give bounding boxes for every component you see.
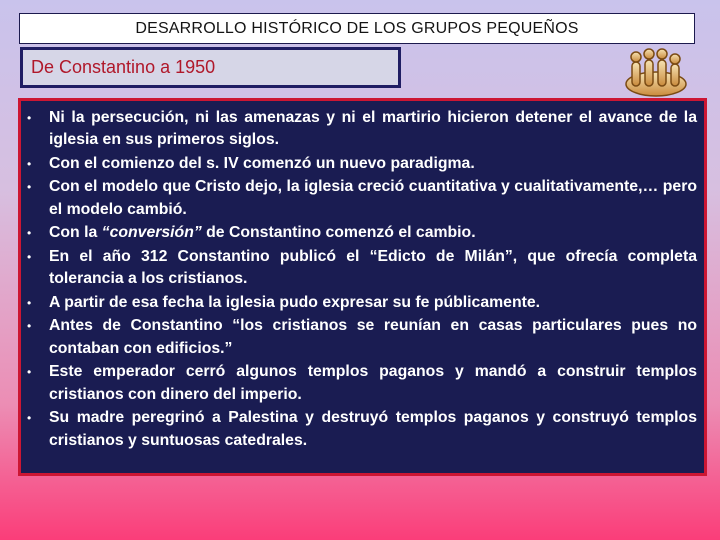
bullet-text: Antes de Constantino “los cristianos se reunían en casas particulares pues no contaban con edificios.” xyxy=(49,317,697,357)
bullet-item xyxy=(27,153,697,175)
bullet-text: Ni la persecución, ni las amenazas y ni el martirio hicieron detener el avance de la iglesia en sus primeros siglos. xyxy=(49,109,697,149)
bullet-emphasis: “conversión” xyxy=(101,224,202,242)
bullet-dot: • xyxy=(27,365,32,380)
bullet-dot: • xyxy=(27,249,32,264)
bullet-text-after: de Constantino comenzó el cambio. xyxy=(201,224,476,242)
bullet-text: A partir de esa fecha la iglesia pudo expresar su fe públicamente. xyxy=(49,293,541,311)
people-group-logo-icon xyxy=(620,44,692,100)
slide-subtitle xyxy=(20,47,401,88)
slide-title-text: DESARROLLO HISTÓRICO DE LOS GRUPOS PEQUEÑOS xyxy=(135,19,579,37)
bullet-dot: • xyxy=(27,156,32,171)
bullet-dot: • xyxy=(27,226,32,241)
content-panel xyxy=(18,98,707,476)
bullet-item xyxy=(27,292,697,314)
bullet-text: En el año 312 Constantino publicó el “Edicto de Milán”, que ofrecía completa tolerancia a los cristianos. xyxy=(49,247,697,288)
bullet-text: Con el modelo que Cristo dejo, la iglesia creció cuantitativa y cualitativamente,… pero el modelo cambió. xyxy=(49,178,697,218)
bullet-dot: • xyxy=(27,111,32,125)
bullet-item xyxy=(27,222,697,244)
bullet-text: Con el comienzo del s. IV comenzó un nuevo paradigma. xyxy=(49,154,475,172)
bullet-item xyxy=(27,246,697,291)
bullet-dot: • xyxy=(27,319,32,334)
bullet-dot: • xyxy=(27,411,32,426)
bullet-item xyxy=(27,176,697,221)
bullet-text-before: Con la xyxy=(49,224,102,242)
bullet-item xyxy=(27,315,697,360)
bullet-text: Este emperador cerró algunos templos paganos y mandó a construir templos cristianos con dinero del imperio. xyxy=(49,363,697,403)
bullet-dot: • xyxy=(27,180,32,195)
slide-subtitle-text: De Constantino a 1950 xyxy=(31,57,216,77)
slide-title xyxy=(19,13,695,44)
bullet-item xyxy=(27,407,697,452)
bullet-item xyxy=(27,361,697,406)
bullet-list xyxy=(27,107,697,453)
bullet-dot: • xyxy=(27,295,32,310)
bullet-text: Su madre peregrinó a Palestina y destruyó templos paganos y construyó templos cristianos y suntuosas catedrales. xyxy=(49,409,697,449)
bullet-item xyxy=(27,107,697,152)
